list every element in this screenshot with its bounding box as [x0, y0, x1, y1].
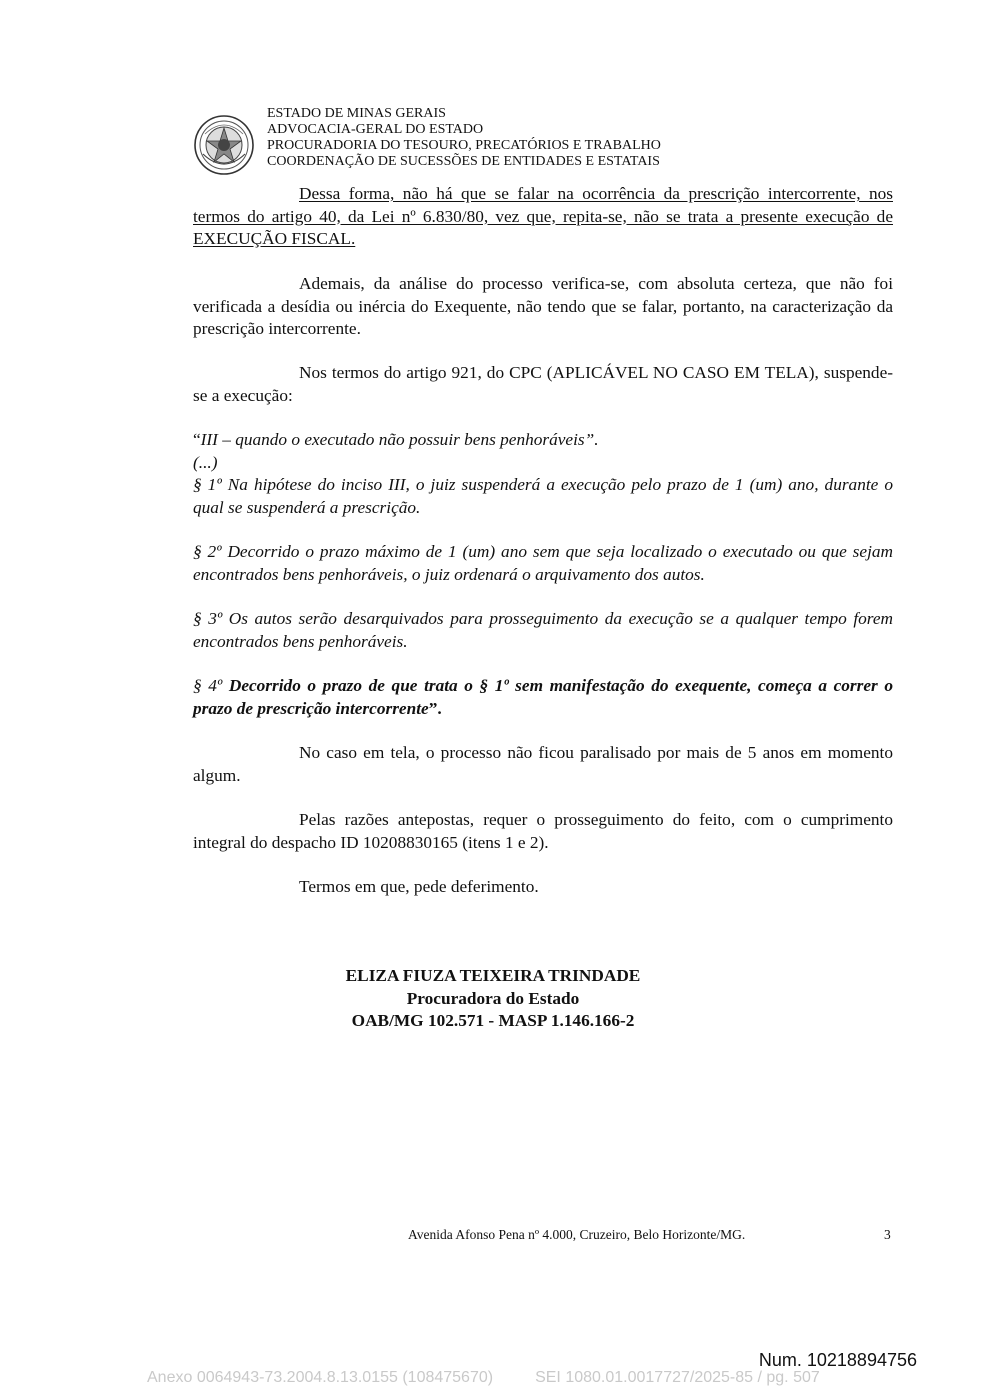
- annex-reference: Anexo 0064943-73.2004.8.13.0155 (108475670): [147, 1369, 494, 1386]
- quote-paragraph-1: § 1º Na hipótese do inciso III, o juiz suspenderá a execução pelo prazo de 1 (um) ano, durante o qual se suspenderá a prescrição.: [193, 475, 893, 517]
- quote-paragraph-4-suffix: ”.: [428, 698, 442, 718]
- letterhead: [193, 106, 713, 176]
- paragraph-cpc-article: [193, 362, 893, 407]
- quote-paragraph-4: [193, 675, 893, 720]
- letterhead-line-1: ESTADO DE MINAS GERAIS: [267, 106, 446, 121]
- paragraph-prescription: [193, 183, 893, 251]
- letterhead-line-2: ADVOCACIA-GERAL DO ESTADO: [267, 122, 484, 137]
- quote-paragraph-4-bold: Decorrido o prazo de que trata o § 1º sem manifestação do exequente, começa a correr o prazo de prescrição intercorrente: [193, 676, 893, 718]
- signature-registration: OAB/MG 102.571 - MASP 1.146.166-2: [351, 1011, 635, 1030]
- signature-name: ELIZA FIUZA TEIXEIRA TRINDADE: [345, 966, 641, 985]
- coat-of-arms-seal-icon: [193, 114, 255, 176]
- paragraph-prescription-text: Dessa forma, não há que se falar na ocorrência da prescrição intercorrente, nos termos do artigo 40, da Lei nº 6.830/80, vez que, repita-se, não se trata a presente execução de EXECUÇÃO FISCAL.: [193, 184, 893, 248]
- letterhead-line-3: PROCURADORIA DO TESOURO, PRECATÓRIOS E TRABALHO: [267, 138, 661, 153]
- paragraph-no-stall: [193, 742, 893, 787]
- paragraph-analysis-text: Ademais, da análise do processo verifica-se, com absoluta certeza, que não foi verificada a desídia ou inércia do Exequente, não tendo que se falar, portanto, na caracterização da prescrição intercorrente.: [193, 274, 893, 338]
- paragraph-closing: [193, 876, 893, 899]
- quote-open-mark: “: [193, 430, 201, 449]
- quote-paragraph-4-prefix: § 4º: [193, 676, 229, 695]
- document-number-stamp: Num. 10218894756: [758, 1350, 917, 1370]
- paragraph-no-stall-text: No caso em tela, o processo não ficou paralisado por mais de 5 anos em momento algum.: [193, 743, 893, 785]
- paragraph-request: [193, 809, 893, 854]
- quote-paragraph-3: § 3º Os autos serão desarquivados para prosseguimento da execução se a qualquer tempo forem encontrados bens penhoráveis.: [193, 609, 893, 651]
- letterhead-line-4: COORDENAÇÃO DE SUCESSÕES DE ENTIDADES E ESTATAIS: [267, 154, 660, 169]
- letterhead-text: [267, 106, 661, 170]
- footer-address: Avenida Afonso Pena nº 4.000, Cruzeiro, Belo Horizonte/MG.: [408, 1227, 746, 1242]
- signature-role: Procuradora do Estado: [406, 988, 580, 1008]
- paragraph-closing-text: Termos em que, pede deferimento.: [299, 877, 539, 896]
- quote-paragraph-2: § 2º Decorrido o prazo máximo de 1 (um) ano sem que seja localizado o executado ou que sejam encontrados bens penhoráveis, o juiz ordenará o arquivamento dos autos.: [193, 542, 893, 584]
- quote-inciso-iii: [193, 429, 893, 474]
- quote-inciso-iii-text: III – quando o executado não possuir bens penhoráveis”.: [200, 430, 599, 449]
- signature-block: [193, 965, 893, 1033]
- page-number: 3: [884, 1227, 891, 1242]
- paragraph-analysis: [193, 273, 893, 341]
- paragraph-request-text: Pelas razões antepostas, requer o prosseguimento do feito, com o cumprimento integral do despacho ID 10208830165 (itens 1 e 2).: [193, 810, 893, 852]
- annex-stamp: [147, 1369, 820, 1387]
- sei-reference: SEI 1080.01.0017727/2025-85 / pg. 507: [535, 1369, 820, 1386]
- paragraph-cpc-article-text: Nos termos do artigo 921, do CPC (APLICÁVEL NO CASO EM TELA), suspende-se a execução:: [193, 363, 893, 405]
- quote-ellipsis: (...): [193, 452, 218, 472]
